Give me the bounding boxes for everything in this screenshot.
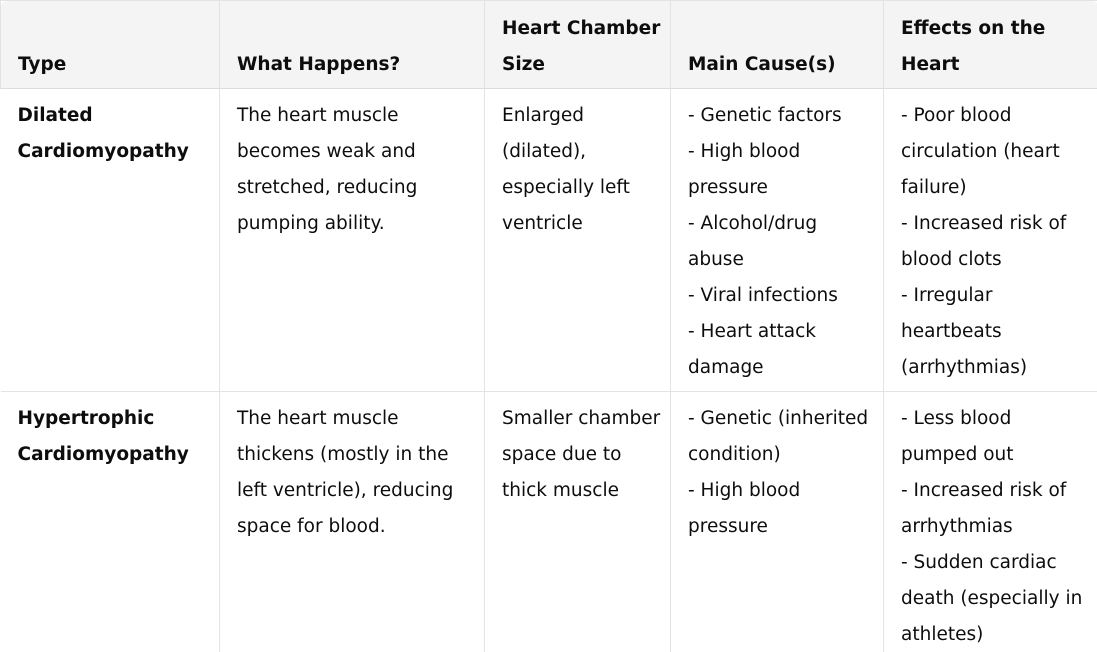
effect-item: - Less blood pumped out <box>901 408 1014 465</box>
header-effects: Effects on the Heart <box>884 1 1097 89</box>
cause-item: - Genetic (inherited condition) <box>688 408 869 465</box>
cause-item: - Genetic factors <box>688 105 842 126</box>
cause-item: - High blood pressure <box>688 480 801 537</box>
cause-item: - Alcohol/drug abuse <box>688 213 818 270</box>
header-main-causes: Main Cause(s) <box>671 1 884 89</box>
table-row <box>1 89 1097 392</box>
cell-causes <box>671 392 884 652</box>
header-type: Type <box>1 1 220 89</box>
cause-item: - Viral infections <box>688 285 838 306</box>
effect-item: - Sudden cardiac death (especially in athletes) <box>901 552 1083 645</box>
cell-type: Hypertrophic Cardiomyopathy <box>17 408 189 465</box>
effect-item: - Increased risk of arrhythmias <box>901 480 1067 537</box>
cause-item: - Heart attack damage <box>688 321 816 378</box>
effect-item: - Increased risk of blood clots <box>901 213 1067 270</box>
cell-chamber-size: Smaller chamber space due to thick muscle <box>485 392 671 652</box>
cell-effects <box>884 89 1097 392</box>
effect-item: - Poor blood circulation (heart failure) <box>901 105 1060 198</box>
cause-item: - High blood pressure <box>688 141 801 198</box>
table-header <box>1 1 1097 89</box>
header-row <box>1 1 1097 89</box>
cell-causes <box>671 89 884 392</box>
header-what-happens: What Happens? <box>220 1 485 89</box>
cell-what-happens: The heart muscle becomes weak and stretched, reducing pumping ability. <box>220 89 485 392</box>
cell-effects <box>884 392 1097 652</box>
cell-type: Dilated Cardiomyopathy <box>17 105 189 162</box>
effect-item: - Irregular heartbeats (arrhythmias) <box>901 285 1028 378</box>
cell-what-happens: The heart muscle thickens (mostly in the left ventricle), reducing space for blood. <box>220 392 485 652</box>
table-body <box>1 89 1097 652</box>
cell-chamber-size: Enlarged (dilated), especially left ventricle <box>485 89 671 392</box>
table-row <box>1 392 1097 652</box>
header-chamber-size: Heart Chamber Size <box>485 1 671 89</box>
